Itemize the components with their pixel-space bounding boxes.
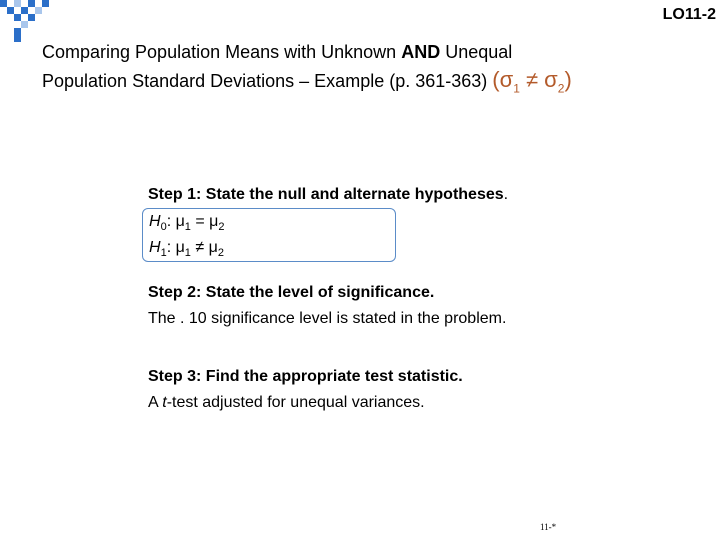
learning-objective-tag: LO11-2 <box>662 6 716 23</box>
step-2 <box>148 280 688 332</box>
step-1-heading: Step 1: State the null and alternate hypotheses. <box>148 186 509 203</box>
title-line-1: Comparing Population Means with Unknown AND Unequal <box>42 42 513 62</box>
step-3 <box>148 364 688 416</box>
page-number: 11-* <box>540 522 557 532</box>
steps-content <box>148 182 688 416</box>
title-line-2: Population Standard Deviations – Example (p. 361-363) $(\sigma_1 \ne \sigma_2)$ <box>42 67 572 96</box>
sigma-condition: $(\sigma_1 \ne \sigma_2)$ <box>492 67 572 96</box>
slide-title <box>42 38 712 102</box>
title-bold-and: AND <box>401 42 441 62</box>
step-3-heading: Step 3: Find the appropriate test statistic. <box>148 368 463 385</box>
step-2-heading: Step 2: State the level of significance. <box>148 284 435 301</box>
step-3-text: A t-test adjusted for unequal variances. <box>148 394 425 411</box>
step-2-text: The . 10 significance level is stated in the problem. <box>148 310 507 327</box>
null-hypothesis: $H_0$: $\mu_1 = \mu_2$ <box>149 213 225 234</box>
alternate-hypothesis: $H_1$: $\mu_1 \ne \mu_2$ <box>149 239 224 260</box>
hypotheses-box <box>142 208 396 262</box>
step-1 <box>148 182 688 262</box>
